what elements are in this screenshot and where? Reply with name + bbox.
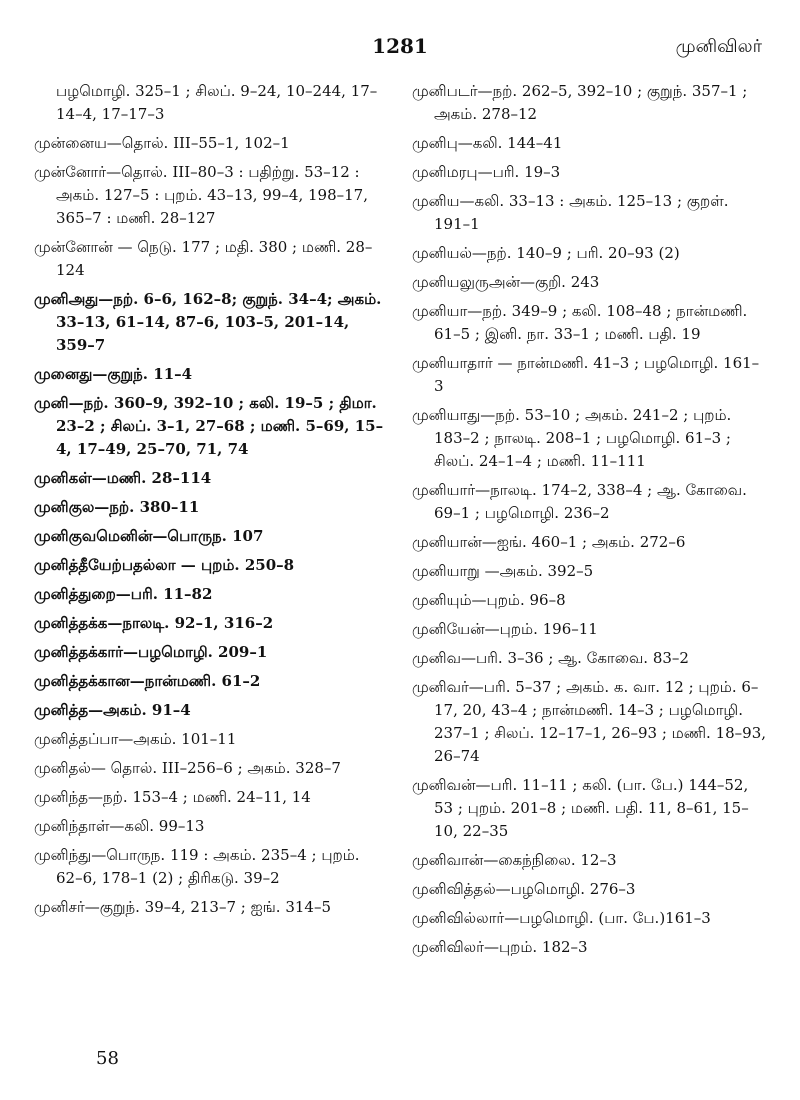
index-entry: முனித்தக்கார்—பழமொழி. 209–1 xyxy=(34,643,268,661)
index-entry: முனிந்த—நற். 153–4 ; மணி. 24–11, 14 xyxy=(34,788,311,806)
index-entry: முனிய—கலி. 33–13 : அகம். 125–13 ; குறள். 191–1 xyxy=(412,192,729,233)
index-entry: முனித்தக்க—நாலடி. 92–1, 316–2 xyxy=(34,614,274,632)
index-entry: முனிந்தாள்—கலி. 99–13 xyxy=(34,817,205,835)
index-entry: முனித்தக்கான—நான்மணி. 61–2 xyxy=(34,672,261,690)
index-entry: முனித்துறை—பரி. 11–82 xyxy=(34,585,213,603)
running-head: முனிவிலர் xyxy=(675,36,762,57)
index-entry: முனித்தப்பா—அகம். 101–11 xyxy=(34,730,237,748)
index-entry: முனிவர்—பரி. 5–37 ; அகம். க. வா. 12 ; புறம். 6–17, 20, 43–4 ; நான்மணி. 14–3 ; பழமொழி. 237–1 ; சிலப். 12–17–1, 26–93 ; மணி. 18–93, 26–74 xyxy=(412,678,767,765)
index-entry: முன்னைய—தொல். III–55–1, 102–1 xyxy=(34,134,290,152)
index-entry: முனியாறு —அகம். 392–5 xyxy=(412,562,594,580)
index-entry: முனிவ—பரி. 3–36 ; ஆ. கோவை. 83–2 xyxy=(412,649,689,667)
index-entry: முனிபடர்—நற். 262–5, 392–10 ; குறுந். 357–1 ; அகம். 278–12 xyxy=(412,82,748,123)
index-entry: முனியலுருஅன்—குறி. 243 xyxy=(412,273,600,291)
index-entry: முனிவித்தல்—பழமொழி. 276–3 xyxy=(412,880,636,898)
index-entry: முனிபு—கலி. 144–41 xyxy=(412,134,563,152)
index-entry: முனித்தீயேற்பதல்லா — புறம். 250–8 xyxy=(34,556,295,574)
index-entry: முனிகள்—மணி. 28–114 xyxy=(34,469,212,487)
index-entry: முனியேன்—புறம். 196–11 xyxy=(412,620,598,638)
index-entry: முனிவிலர்—புறம். 182–3 xyxy=(412,938,588,956)
index-entry: முன்னோன் — நெடு. 177 ; மதி. 380 ; மணி. 28–124 xyxy=(34,238,373,279)
index-entry: முன்னோர்—தொல். III–80–3 : பதிற்று. 53–12 : அகம். 127–5 : புறம். 43–13, 99–4, 198–17, 365–7 : மணி. 28–127 xyxy=(34,163,368,227)
index-entry: முனித்த—அகம். 91–4 xyxy=(34,701,191,719)
index-entry: முனியார்—நாலடி. 174–2, 338–4 ; ஆ. கோவை. 69–1 ; பழமொழி. 236–2 xyxy=(412,481,747,522)
index-entry: முனிமரபு—பரி. 19–3 xyxy=(412,163,561,181)
index-entry: முனியல்—நற். 140–9 ; பரி. 20–93 (2) xyxy=(412,244,680,262)
index-entry: முனிகுவமெனின்—பொருந. 107 xyxy=(34,527,264,545)
index-entry: முனியா—நற். 349–9 ; கலி. 108–48 ; நான்மணி. 61–5 ; இனி. நா. 33–1 ; மணி. பதி. 19 xyxy=(412,302,748,343)
index-entry: முனிவன்—பரி. 11–11 ; கலி. (பா. பே.) 144–52, 53 ; புறம். 201–8 ; மணி. பதி. 11, 8–61, 15–10, 22–35 xyxy=(412,776,749,840)
index-entry: முனிந்து—பொருந. 119 : அகம். 235–4 ; புறம். 62–6, 178–1 (2) ; திரிகடு. 39–2 xyxy=(34,846,360,887)
index-entry: முனியாதார் — நான்மணி. 41–3 ; பழமொழி. 161–3 xyxy=(412,354,760,395)
index-entry: முனிகுல—நற். 380–11 xyxy=(34,498,200,516)
right-column xyxy=(412,80,768,965)
left-column xyxy=(34,80,386,925)
index-entry: முனிதல்— தொல். III–256–6 ; அகம். 328–7 xyxy=(34,759,341,777)
page-number: 1281 xyxy=(372,34,428,58)
index-entry: முனிவான்—கைந்நிலை. 12–3 xyxy=(412,851,617,869)
index-entry: முனைது—குறுந். 11–4 xyxy=(34,365,193,383)
index-entry: முனிவில்லார்—பழமொழி. (பா. பே.)161–3 xyxy=(412,909,711,927)
index-entry: முனியாது—நற். 53–10 ; அகம். 241–2 ; புறம். 183–2 ; நாலடி. 208–1 ; பழமொழி. 61–3 ; சிலப். 24–1–4 ; மணி. 11–111 xyxy=(412,406,732,470)
index-entry: முனியான்—ஐங். 460–1 ; அகம். 272–6 xyxy=(412,533,686,551)
index-entry: முனிஅது—நற். 6–6, 162–8; குறுந். 34–4; அகம். 33–13, 61–14, 87–6, 103–5, 201–14, 359–7 xyxy=(34,290,382,354)
index-entry: முனியும்—புறம். 96–8 xyxy=(412,591,566,609)
index-entry: முனி—நற். 360–9, 392–10 ; கலி. 19–5 ; திமா. 23–2 ; சிலப். 3–1, 27–68 ; மணி. 5–69, 15–4, 17–49, 25–70, 71, 74 xyxy=(34,394,384,458)
page-folio: 58 xyxy=(96,1048,119,1069)
index-entry: பழமொழி. 325–1 ; சிலப். 9–24, 10–244, 17–14–4, 17–17–3 xyxy=(56,82,378,123)
index-entry: முனிசர்—குறுந். 39–4, 213–7 ; ஐங். 314–5 xyxy=(34,898,332,916)
